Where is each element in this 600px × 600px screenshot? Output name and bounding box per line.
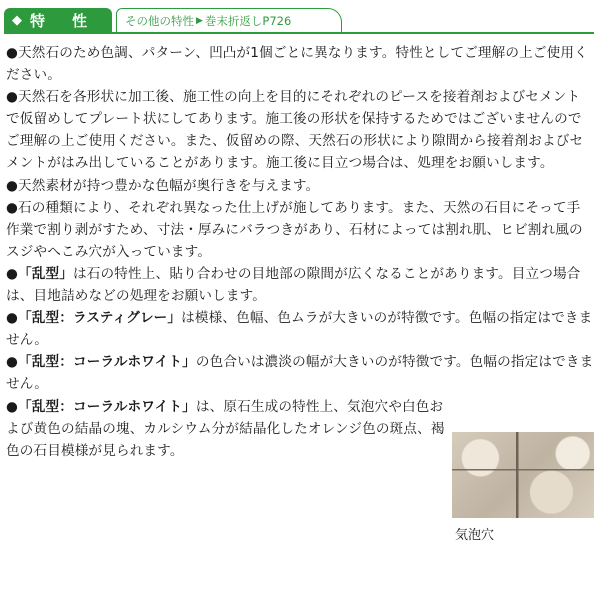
diamond-icon: ◆ <box>12 12 22 28</box>
paragraph-3 <box>6 175 594 197</box>
paragraph-2 <box>6 86 594 174</box>
paragraph-text: 天然石のため色調、パターン、凹凸が1個ごとに異なります。特性としてご理解の上ご使用ください。 <box>6 45 588 84</box>
sub-text-a: その他の特性 <box>125 13 194 28</box>
paragraph-text: 天然石を各形状に加工後、施工性の向上を目的にそれぞれのピースを接着剤およびセメントで仮留めしてプレート状にしてあります。施工後の形状を保持するためではございませんのでご理解の上ご使用ください。また、仮留めの際、天然石の形状により隙間から接着剤およびセメントがはみ出していることがあります。施工後に目立つ場合は、処理をお願いします。 <box>6 89 584 172</box>
bold-term: 「乱型：ラスティグレー」 <box>18 310 182 327</box>
bullet: ● <box>6 398 19 415</box>
paragraph-8 <box>6 396 446 462</box>
paragraph-text: は、原石生成の特性上、気泡穴や白色および黄色の結晶の塊、カルシウム分が結晶化したオレンジ色の斑点、褐色の石目模様が見られます。 <box>6 398 445 459</box>
paragraph-1 <box>6 42 594 86</box>
paragraph-4 <box>6 197 594 263</box>
paragraph-text: 天然素材が持つ豊かな色幅が奥行きを与えます。 <box>18 177 320 194</box>
photo-caption: 気泡穴 <box>455 528 495 543</box>
bullet: ● <box>6 265 19 282</box>
bullet: ● <box>6 310 19 327</box>
bold-term: 「乱型」 <box>18 265 73 282</box>
sub-text-b: 巻末折返しP726 <box>204 13 292 28</box>
stone-surface-photo <box>452 432 594 518</box>
bold-term: 「乱型：コーラルホワイト」 <box>18 354 196 371</box>
bullet: ● <box>6 354 19 371</box>
bullet: ● <box>6 177 19 194</box>
paragraph-7 <box>6 351 594 395</box>
paragraph-text: は石の特性上、貼り合わせの目地部の隙間が広くなることがあります。目立つ場合は、目地詰めなどの処理をお願いします。 <box>6 265 581 305</box>
characteristics-text <box>6 42 594 462</box>
tab-characteristics <box>4 8 112 32</box>
paragraph-6 <box>6 307 594 351</box>
paragraph-text: の色合いは濃淡の幅が大きいのが特徴です。色幅の指定はできません。 <box>6 354 594 393</box>
bullet: ● <box>6 89 19 106</box>
tab-other-characteristics <box>116 8 342 32</box>
paragraph-text: は模様、色幅、色ムラが大きいのが特徴です。色幅の指定はできません。 <box>6 310 593 349</box>
bold-term: 「乱型：コーラルホワイト」 <box>18 398 196 415</box>
paragraph-5 <box>6 263 594 307</box>
bullet: ● <box>6 45 19 61</box>
section-header <box>4 6 594 36</box>
header-underline <box>4 32 594 34</box>
triangle-right-icon: ▶ <box>196 15 203 26</box>
paragraph-text: 石の種類により、それぞれ異なった仕上げが施してあります。また、天然の石目にそって手作業で割り剥がすため、寸法・厚みにバラつきがあり、石材によっては割れ肌、ヒビ割れ風のスジやへこみ穴が入っています。 <box>6 199 583 260</box>
tab-title: 特 性 <box>30 11 94 30</box>
bullet: ● <box>6 199 19 216</box>
